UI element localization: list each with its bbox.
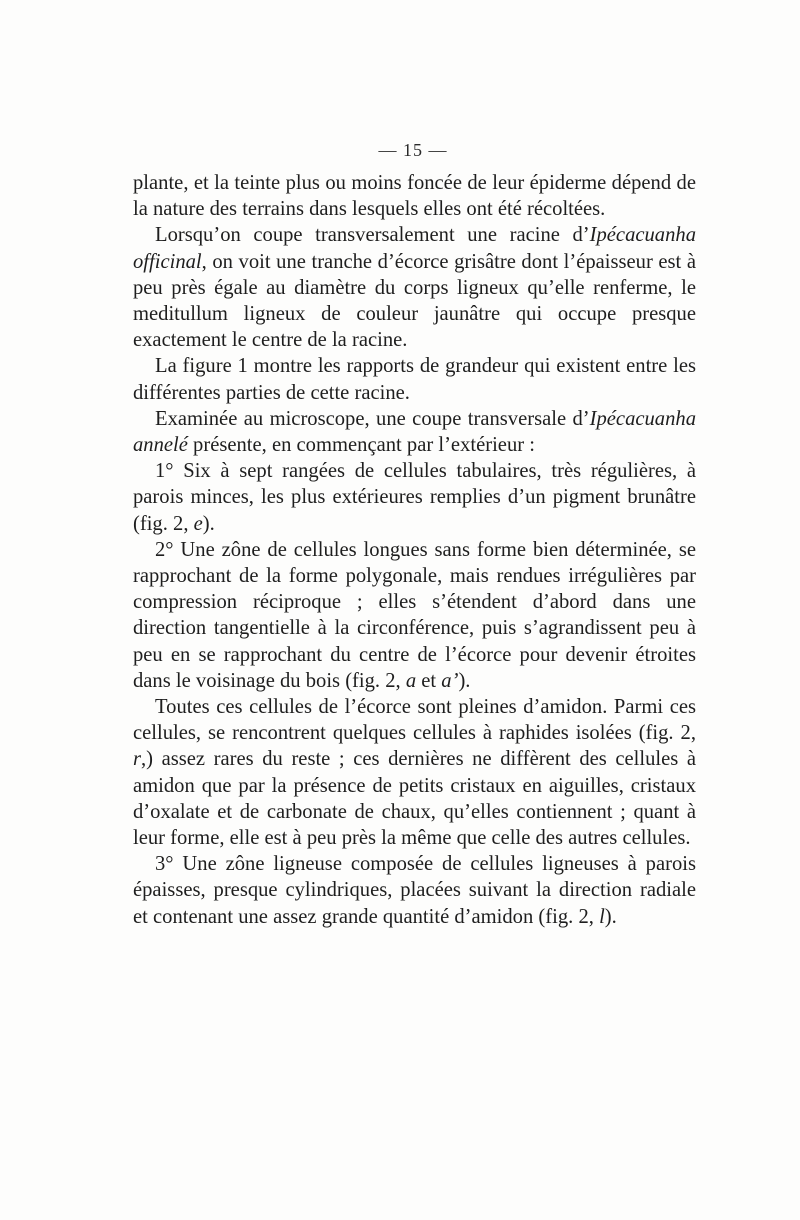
text-run: Toutes ces cellules de l’écorce sont pleines d’amidon. Parmi ces cellules, se rencontrent quelques cellules à raphides isolées (fig. 2, — [133, 696, 696, 745]
paragraph-cross-section — [133, 222, 696, 353]
text-run: présente, en commençant par l’extérieur : — [187, 434, 535, 457]
paragraph-starch-cells — [133, 694, 696, 851]
text-run: ). — [458, 669, 471, 692]
italic-figure-label: r — [133, 748, 142, 771]
italic-figure-label: e — [193, 512, 203, 535]
text-run: 1° Six à sept rangées de cellules tabulaires, très régulières, à parois minces, les plus extérieures remplies d’un pigment brunâtre (fig. 2, — [133, 460, 696, 535]
text-run: ,) assez rares du reste ; ces dernières ne diffèrent des cellules à amidon que par la présence de petits cristaux en aiguilles, cristaux d’oxalate et de carbonate de chaux, qu’elles contiennent ; quant à leur forme, elle est à peu près la même que celle des autres cellules. — [133, 748, 696, 850]
text-run: ). — [604, 905, 617, 928]
paragraph-continuation — [133, 170, 696, 222]
text-run: La figure 1 montre les rapports de grandeur qui existent entre les différentes parties de cette racine. — [133, 355, 696, 404]
text-run: Lorsqu’on coupe transversalement une racine d’ — [155, 224, 590, 247]
italic-species-name: Ipécacuanha annelé — [133, 407, 696, 457]
text-run: 2° Une zône de cellules longues sans forme bien déterminée, se rapprochant de la forme polygonale, mais rendues irrégulières par compression réciproque ; elles s’étendent d’abord dans une direction tangentielle à la circonférence, puis s’agrandissent peu à peu en se rapprochant du centre de l’écorce pour devenir étroites dans le voisinage du bois (fig. 2, — [133, 538, 696, 692]
body-text — [133, 170, 696, 930]
italic-figure-label: a — [405, 669, 417, 692]
italic-figure-label: a’ — [441, 669, 459, 692]
text-run: plante, et la teinte plus ou moins foncée de leur épiderme dépend de la nature des terrains dans lesquels elles ont été récoltées. — [133, 172, 696, 221]
paragraph-item-2 — [133, 537, 696, 694]
text-run: et — [416, 669, 442, 692]
page-number: — 15 — — [378, 140, 448, 160]
text-run: ). — [202, 512, 215, 535]
paragraph-item-1 — [133, 458, 696, 537]
paragraph-figure-reference — [133, 353, 696, 405]
paragraph-microscope — [133, 406, 696, 458]
italic-figure-label: l — [599, 905, 605, 928]
paragraph-item-3 — [133, 851, 696, 930]
text-run: 3° Une zône ligneuse composée de cellules ligneuses à parois épaisses, presque cylindriques, placées suivant la direction radiale et contenant une assez grande quantité d’amidon (fig. 2, — [133, 853, 696, 928]
italic-species-name: Ipécacuanha officinal — [133, 224, 696, 273]
text-run: Examinée au microscope, une coupe transversale d’ — [155, 407, 590, 430]
text-run: , on voit une tranche d’écorce grisâtre dont l’épaisseur est à peu près égale au diamètre du corps ligneux qu’elle renferme, le meditullum ligneux de couleur jaunâtre qui occupe presque exactement le centre de la racine. — [133, 250, 696, 352]
